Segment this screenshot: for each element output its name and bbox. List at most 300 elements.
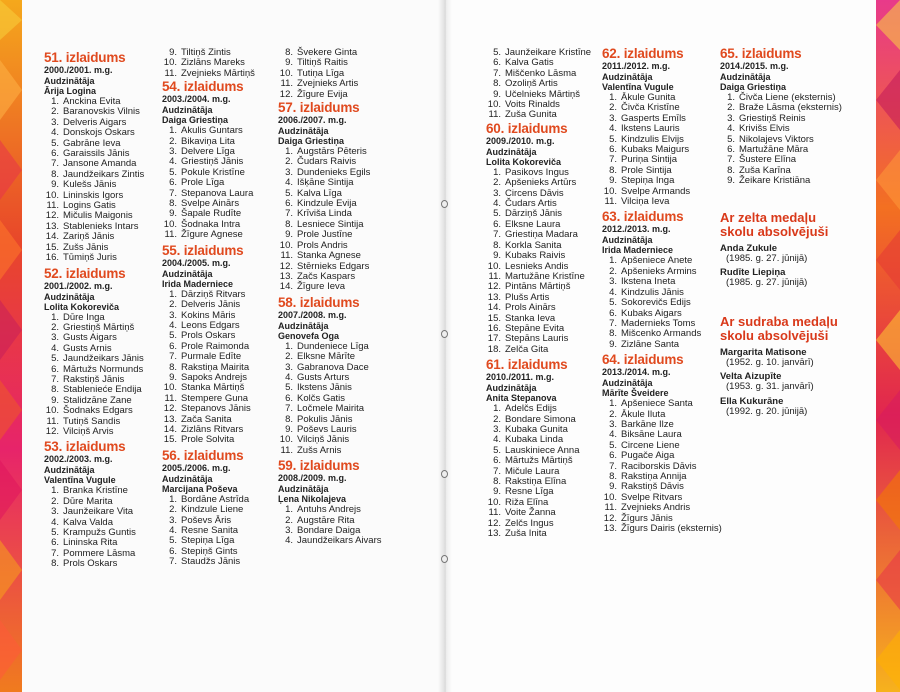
teacher-name: Daiga Griestiņa <box>278 136 345 147</box>
student-name: Zvejnieks Artis <box>297 78 359 90</box>
continued-name-list <box>486 48 591 121</box>
student-name: Stepanovs Jānis <box>181 403 251 415</box>
section-title: 60. izlaidums <box>486 120 568 136</box>
item-number: 4. <box>169 525 177 536</box>
graduation-section <box>278 295 381 456</box>
item-number: 3. <box>609 112 617 124</box>
student-name: Gabranova Dace <box>297 361 369 373</box>
school-year: 2004./2005. m.g. <box>162 257 231 268</box>
item-number: 9. <box>285 57 293 69</box>
student-name: Šodnaks Edgars <box>63 405 133 417</box>
student-name: Miščenko Lāsma <box>505 67 577 79</box>
student-name: Resne Sanita <box>181 525 239 536</box>
student-name: Augstāre Rita <box>297 514 355 526</box>
teacher-name: Irida Maderniece <box>162 278 234 289</box>
teacher-role-label: Audzinātāja <box>602 72 653 82</box>
item-number: 3. <box>493 423 501 435</box>
item-number: 5. <box>285 382 293 394</box>
triangle-pattern-left <box>0 0 32 692</box>
student-name: Mičulis Maigonis <box>63 210 133 222</box>
student-name: Lesnieks Andis <box>505 260 569 272</box>
item-number: 1. <box>285 146 293 158</box>
student-name: Bikaviņa Lita <box>181 135 235 147</box>
teacher-name: Ļena Nikolajeva <box>278 494 347 505</box>
triangle-pattern-right <box>864 0 900 692</box>
student-name: Madernieks Toms <box>621 317 696 329</box>
item-number: 1. <box>51 485 59 497</box>
teacher-name: Mārīte Šveidere <box>602 388 669 399</box>
student-name: Kubaka Gunita <box>505 423 568 435</box>
student-name: Ikstens Jānis <box>297 382 352 394</box>
student-name: Jaunžeikare Vita <box>63 506 134 518</box>
item-number: 17. <box>487 333 501 345</box>
item-number: 5. <box>169 166 177 178</box>
student-name: Poševs Lauris <box>297 423 357 435</box>
item-number: 6. <box>493 57 501 69</box>
student-name: Griestiņš Reinis <box>739 112 806 124</box>
item-number: 5. <box>51 527 59 538</box>
student-name: Ikstens Lauris <box>621 123 680 135</box>
item-number: 2. <box>609 408 617 420</box>
list-item <box>278 282 381 292</box>
item-number: 4. <box>285 535 293 547</box>
item-number: 6. <box>51 148 59 160</box>
student-name: Purmale Edīte <box>181 351 242 363</box>
item-number: 5. <box>493 47 501 58</box>
student-name: Martužāne Kristīne <box>505 270 585 282</box>
student-name: Donskojs Oskars <box>63 127 135 139</box>
medal-date: (1992. g. 20. jūnijā) <box>726 405 808 417</box>
item-number: 2. <box>493 413 501 425</box>
medal-person-name: Velta Aizupīte <box>720 371 782 383</box>
student-name: Apšenieks Armins <box>621 265 697 277</box>
student-list <box>486 404 591 539</box>
item-number: 4. <box>493 198 501 210</box>
student-name: Svelpe Ainārs <box>181 198 240 210</box>
student-name: Kubaks Aigars <box>621 307 682 319</box>
column-6 <box>720 46 842 417</box>
item-number: 7. <box>493 229 501 241</box>
list-item <box>44 253 144 263</box>
teacher-role-label: Audzinātāja <box>162 105 213 116</box>
item-number: 11. <box>604 502 617 514</box>
student-name: Krampužs Guntis <box>63 527 136 538</box>
item-number: 8. <box>493 476 501 487</box>
student-name: Griestiņa Madara <box>505 229 578 241</box>
student-list <box>44 486 144 569</box>
student-name: Kindzulis Elvijs <box>621 133 684 145</box>
student-name: Nikolajevs Viktors <box>739 133 814 145</box>
school-year: 2010./2011. m.g. <box>486 372 555 383</box>
student-name: Plušs Artis <box>505 291 550 303</box>
student-name: Puriņa Sintija <box>621 154 677 166</box>
item-number: 8. <box>51 384 59 396</box>
student-name: Delveris Jānis <box>181 299 241 311</box>
medal-person-name: Anda Zukule <box>720 242 778 254</box>
item-number: 10. <box>603 491 617 503</box>
graduation-section <box>44 266 144 438</box>
student-name: Kalva Gatis <box>505 57 554 69</box>
item-number: 2. <box>51 495 59 507</box>
column-4 <box>486 48 591 541</box>
item-number: 4. <box>285 177 293 189</box>
item-number: 1. <box>609 398 617 410</box>
list-item <box>486 110 591 120</box>
item-number: 7. <box>727 154 735 166</box>
item-number: 1. <box>609 92 617 103</box>
item-number: 8. <box>727 164 735 176</box>
item-number: 6. <box>609 144 617 156</box>
item-number: 8. <box>169 198 177 210</box>
student-name: Sokorevičs Edijs <box>621 297 691 309</box>
student-name: Ločmele Mairita <box>297 403 365 415</box>
student-name: Mičule Laura <box>505 465 560 477</box>
graduation-section <box>486 121 591 355</box>
item-number: 10. <box>163 57 177 69</box>
student-name: Zizlāns Ritvars <box>181 423 244 435</box>
item-number: 9. <box>169 208 177 220</box>
medal-person-name: Margarita Matisone <box>720 346 807 358</box>
item-number: 2. <box>285 351 293 363</box>
student-name: Antuhs Andrejs <box>297 504 361 516</box>
item-number: 3. <box>51 116 59 128</box>
student-name: Prole Justīne <box>297 229 353 241</box>
continued-name-list <box>278 48 381 100</box>
student-name: Žeikare Kristiāna <box>739 175 811 187</box>
column-5 <box>602 46 722 536</box>
student-name: Gasperts Emīls <box>621 112 686 124</box>
school-year: 2002./2003. m.g. <box>44 454 113 465</box>
student-name: Ākule Gunita <box>621 92 676 103</box>
teacher-role-label: Audzinātāja <box>44 465 95 476</box>
student-name: Žīgure Agnese <box>181 229 243 241</box>
continued-name-list <box>162 48 255 79</box>
column-3 <box>278 48 381 549</box>
section-title: 58. izlaidums <box>278 294 360 310</box>
item-number: 10. <box>163 218 177 230</box>
decorative-pattern-right <box>864 0 900 692</box>
graduation-section <box>602 209 722 350</box>
student-name: Žīgurs Dairis (eksternis) <box>621 523 722 534</box>
section-title: 51. izlaidums <box>44 50 126 65</box>
item-number: 10. <box>45 405 59 417</box>
item-number: 10. <box>279 434 293 446</box>
item-number: 3. <box>727 112 735 124</box>
item-number: 4. <box>609 286 617 298</box>
item-number: 16. <box>487 322 501 334</box>
staple-hole <box>441 470 448 478</box>
item-number: 6. <box>727 144 735 156</box>
student-name: Svelpe Armands <box>621 185 691 197</box>
item-number: 8. <box>285 413 293 425</box>
school-year: 2007./2008. m.g. <box>278 309 347 320</box>
student-name: Kindzulis Jānis <box>621 286 684 298</box>
student-name: Kubaks Raivis <box>505 250 566 262</box>
student-name: Lininskis Igors <box>63 189 124 201</box>
school-year: 2014./2015. m.g. <box>720 61 789 71</box>
student-name: Šapale Rudīte <box>181 208 242 220</box>
list-item <box>162 557 255 567</box>
student-name: Akulis Guntars <box>181 125 243 137</box>
item-number: 1. <box>51 96 59 107</box>
student-name: Stablenieće Endija <box>63 384 142 396</box>
student-name: Čivča Liene (eksternis) <box>739 92 836 103</box>
student-name: Resne Līga <box>505 486 554 498</box>
item-number: 5. <box>285 187 293 199</box>
student-name: Pommere Lāsma <box>63 547 136 559</box>
item-number: 18. <box>487 343 501 355</box>
medal-date: (1953. g. 31. janvārī) <box>726 381 814 393</box>
student-name: Staudžs Jānis <box>181 556 241 568</box>
student-list <box>162 126 255 240</box>
medal-person-name: Ella Kukurāne <box>720 395 784 407</box>
item-number: 10. <box>279 239 293 251</box>
teacher-role-label: Audzinātāja <box>162 473 213 484</box>
list-item <box>44 559 144 569</box>
item-number: 7. <box>493 67 501 79</box>
student-name: Kalva Valda <box>63 516 113 528</box>
item-number: 1. <box>609 255 617 267</box>
graduation-section <box>162 79 255 240</box>
student-name: Zvejnieks Andris <box>621 502 691 514</box>
item-number: 13. <box>279 270 293 282</box>
student-name: Rakstiņa Mairita <box>181 361 250 373</box>
item-number: 11. <box>164 392 177 404</box>
item-number: 1. <box>285 504 293 516</box>
medal-title-line1: Ar sudraba medaļu <box>720 313 838 329</box>
student-name: Kolčs Gatis <box>297 392 346 404</box>
student-name: Čudars Raivis <box>297 156 357 168</box>
item-number: 15. <box>163 434 177 446</box>
student-name: Zača Sanita <box>181 413 232 425</box>
student-list <box>602 399 722 534</box>
student-name: Kalva Līga <box>297 187 342 199</box>
item-number: 13. <box>163 413 177 425</box>
student-name: Učelnieks Mārtiņš <box>505 88 580 100</box>
student-list <box>278 147 381 293</box>
student-name: Leons Edgars <box>181 319 240 331</box>
student-name: Griestiņš Mārtiņš <box>63 321 135 333</box>
item-number: 13. <box>487 528 501 540</box>
student-name: Gusts Arnis <box>63 342 112 354</box>
item-number: 1. <box>51 311 59 323</box>
item-number: 12. <box>487 517 501 529</box>
student-name: Mišcenko Armands <box>621 328 702 340</box>
student-name: Dundenieks Egils <box>297 166 371 178</box>
item-number: 10. <box>279 67 293 79</box>
item-number: 5. <box>493 444 501 456</box>
item-number: 6. <box>51 537 59 549</box>
teacher-role-label: Audzinātāja <box>44 291 95 302</box>
item-number: 11. <box>488 109 501 121</box>
item-number: 7. <box>493 465 501 477</box>
item-number: 2. <box>285 156 293 168</box>
list-item <box>602 524 722 534</box>
item-number: 2. <box>493 177 501 189</box>
item-number: 10. <box>45 189 59 201</box>
student-name: Korkla Sanita <box>505 239 562 251</box>
student-name: Mārtužs Mārtiņš <box>505 455 573 467</box>
item-number: 7. <box>609 460 617 472</box>
student-name: Zizlāne Santa <box>621 338 680 350</box>
item-number: 9. <box>493 88 501 100</box>
medal-title-line2: skolu absolvējuši <box>720 328 829 344</box>
student-name: Čivča Kristīne <box>621 102 680 114</box>
student-name: Elksne Laura <box>505 218 561 230</box>
student-name: Dūre Inga <box>63 311 105 323</box>
item-number: 12. <box>45 210 59 222</box>
student-name: Pokulis Jānis <box>297 413 353 425</box>
item-number: 6. <box>285 392 293 404</box>
student-list <box>162 495 255 568</box>
item-number: 9. <box>51 179 59 191</box>
student-name: Žīgure Ieva <box>297 281 346 293</box>
graduation-section <box>720 46 842 187</box>
section-title: 63. izlaidums <box>602 209 684 225</box>
item-number: 2. <box>169 135 177 147</box>
graduation-section <box>162 448 255 568</box>
item-number: 8. <box>493 239 501 251</box>
item-number: 3. <box>285 361 293 373</box>
student-name: Kokins Māris <box>181 309 236 321</box>
medal-date: (1952. g. 10. janvārī) <box>726 356 814 368</box>
school-year: 2001./2002. m.g. <box>44 280 113 291</box>
item-number: 11. <box>488 507 501 519</box>
section-title: 54. izlaidums <box>162 79 244 95</box>
item-number: 4. <box>169 319 177 331</box>
item-number: 4. <box>609 123 617 135</box>
student-name: Sapoks Andrejs <box>181 371 248 383</box>
item-number: 8. <box>609 164 617 176</box>
teacher-role-label: Audzinātāja <box>602 235 653 246</box>
student-name: Zizlāns Mareks <box>181 57 245 69</box>
school-year: 2012./2013. m.g. <box>602 224 671 235</box>
list-item <box>602 197 722 207</box>
item-number: 7. <box>169 187 177 199</box>
item-number: 3. <box>493 187 501 199</box>
student-name: Rakstiņš Jānis <box>63 373 125 385</box>
teacher-role-label: Audzinātāja <box>486 383 537 394</box>
item-number: 9. <box>727 175 735 187</box>
student-name: Barkāne Ilze <box>621 418 674 430</box>
item-number: 5. <box>169 330 177 342</box>
item-number: 2. <box>609 102 617 114</box>
item-number: 9. <box>493 250 501 262</box>
medal-date: (1985. g. 27. jūnijā) <box>726 277 808 289</box>
student-name: Pasikovs Ingus <box>505 166 569 178</box>
item-number: 10. <box>603 185 617 197</box>
item-number: 5. <box>609 439 617 451</box>
list-item <box>44 427 144 437</box>
teacher-name: Daiga Griestiņa <box>162 115 229 126</box>
item-number: 1. <box>169 125 177 137</box>
student-name: Jaundžeikars Jānis <box>63 353 144 365</box>
student-name: Vilciņš Arvis <box>63 425 114 437</box>
teacher-name: Lolita Kokoreviča <box>486 156 562 167</box>
student-name: Tiltiņš Zintis <box>181 47 231 58</box>
item-number: 6. <box>169 340 177 352</box>
student-name: Žīgure Evija <box>297 88 348 100</box>
student-name: Elksne Mārīte <box>297 351 356 363</box>
item-number: 14. <box>163 423 177 435</box>
student-name: Zuša Karīna <box>739 164 791 176</box>
teacher-role-label: Audzinātāja <box>486 146 537 157</box>
medal-section <box>720 315 842 418</box>
student-name: Bordāne Astrīda <box>181 493 250 505</box>
section-title: 52. izlaidums <box>44 265 126 281</box>
item-number: 2. <box>727 102 735 114</box>
student-name: Rakstiņa Annija <box>621 470 687 482</box>
item-number: 11. <box>164 229 177 241</box>
item-number: 7. <box>285 403 293 415</box>
student-name: Lauskiniece Anna <box>505 444 580 456</box>
graduation-section <box>44 50 144 264</box>
item-number: 6. <box>169 545 177 557</box>
item-number: 7. <box>51 158 59 170</box>
list-item <box>278 536 381 546</box>
graduation-section <box>602 352 722 534</box>
teacher-role-label: Audzinātāja <box>602 378 653 389</box>
student-list <box>602 256 722 350</box>
list-item <box>720 176 842 186</box>
item-number: 2. <box>609 265 617 277</box>
teacher-name: Valentīna Vugule <box>44 475 116 486</box>
student-name: Ākule Iluta <box>621 408 666 420</box>
item-number: 5. <box>169 535 177 547</box>
item-number: 14. <box>279 281 293 293</box>
item-number: 12. <box>279 260 293 272</box>
item-number: 13. <box>603 523 617 534</box>
student-name: Stērnieks Edgars <box>297 260 370 272</box>
student-name: Apšeniece Anete <box>621 255 693 267</box>
medal-title-line1: Ar zelta medaļu <box>720 209 817 225</box>
student-name: Baranovskis Vilnis <box>63 106 140 118</box>
section-title: 64. izlaidums <box>602 352 684 368</box>
school-year: 2013./2014. m.g. <box>602 367 671 378</box>
student-name: Kindzule Liene <box>181 504 244 516</box>
student-name: Krīviša Linda <box>297 208 352 220</box>
student-name: Circens Dāvis <box>505 187 564 199</box>
item-number: 2. <box>51 106 59 118</box>
student-name: Garaissils Jānis <box>63 148 130 160</box>
student-name: Zuša Gunita <box>505 109 557 121</box>
student-name: Gabrāne Ieva <box>63 137 121 149</box>
teacher-name: Marcijana Poševa <box>162 483 238 494</box>
section-title: 65. izlaidums <box>720 46 802 61</box>
item-number: 4. <box>51 342 59 354</box>
student-name: Švekere Ginta <box>297 47 358 58</box>
medal-date: (1985. g. 27. jūnijā) <box>726 252 808 264</box>
item-number: 7. <box>285 208 293 220</box>
student-name: Prole Solvita <box>181 434 235 446</box>
student-name: Rakstiņa Elīna <box>505 476 567 487</box>
student-name: Logins Gatis <box>63 200 116 212</box>
item-number: 11. <box>280 78 293 90</box>
student-name: Stanka Ieva <box>505 312 556 324</box>
item-number: 8. <box>51 558 59 570</box>
student-name: Biksāne Laura <box>621 429 682 441</box>
student-name: Gusts Aigars <box>63 332 117 344</box>
student-name: Apšenieks Artūrs <box>505 177 577 189</box>
student-name: Išķāne Sintija <box>297 177 354 189</box>
item-number: 2. <box>51 321 59 333</box>
item-number: 9. <box>609 481 617 493</box>
student-name: Pokule Kristīne <box>181 166 245 178</box>
student-name: Prole Raimonda <box>181 340 250 352</box>
item-number: 7. <box>51 547 59 559</box>
student-name: Šodnaka Intra <box>181 218 241 230</box>
student-list <box>278 342 381 456</box>
